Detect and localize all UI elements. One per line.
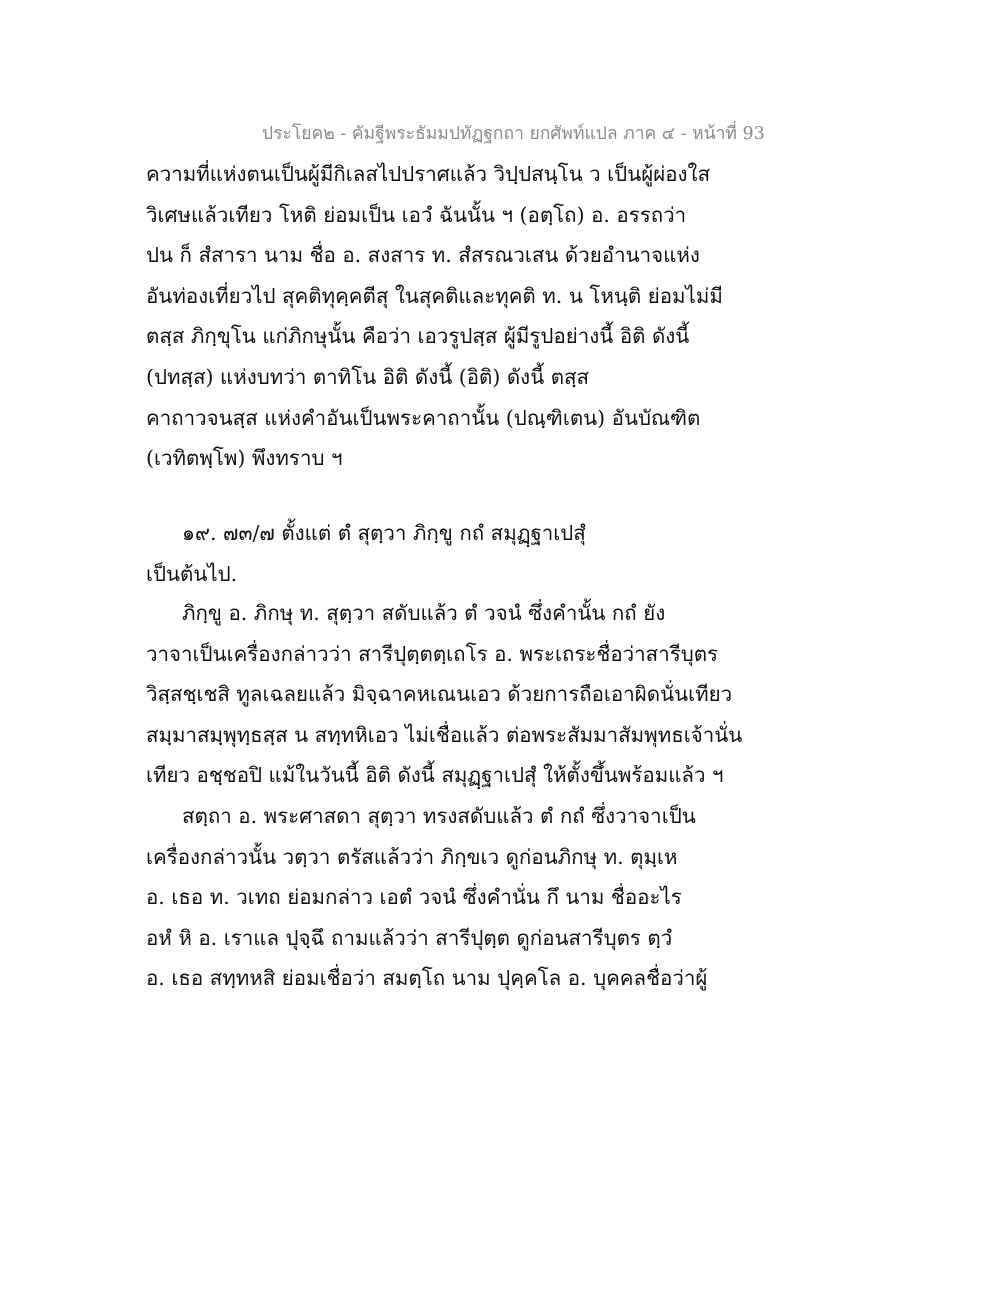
text-line: วาจาเป็นเครื่องกล่าวว่า สารีปุตฺตตฺเถโร อ. พระเถระชื่อว่าสารีบุตร (146, 641, 719, 666)
text-line: (เวทิตพฺโพ) พึงทราบ ฯ (146, 446, 343, 471)
text-line: ตสฺส ภิกฺขุโน แก่ภิกษุนั้น คือว่า เอวรูปสฺส ผู้มีรูปอย่างนี้ อิติ ดังนี้ (146, 324, 690, 349)
paragraph-body (146, 593, 746, 999)
text-line: วิเศษแล้วเทียว โหติ ย่อมเป็น เอวํ ฉันนั้น ฯ (อตฺโถ) อ. อรรถว่า (146, 202, 687, 227)
section-heading-line: เป็นต้นไป. (146, 561, 238, 586)
text-line: อันท่องเที่ยวไป สุคติทุคฺคตีสุ ในสุคติและทุคติ ท. น โหนฺติ ย่อมไม่มี (146, 283, 723, 308)
paragraph-continuation (146, 154, 746, 479)
text-line: อหํ หิ อ. เราแล ปุจฺฉึ ถามแล้วว่า สารีปุตฺต ดูก่อนสารีบุตร ตฺวํ (146, 925, 673, 950)
section-heading (146, 513, 746, 594)
text-line: เทียว อชฺชอปิ แม้ในวันนี้ อิติ ดังนี้ สมุฏฺฐาเปสุํ ให้ตั้งขึ้นพร้อมแล้ว ฯ (146, 763, 724, 788)
text-line: ภิกฺขู อ. ภิกษุ ท. สุตฺวา สดับแล้ว ตํ วจนํ ซึ่งคำนั้น กถํ ยัง (182, 601, 666, 625)
text-line: ปน ก็ สํสารา นาม ชื่อ อ. สงสาร ท. สํสรณวเสน ด้วยอำนาจแห่ง (146, 243, 700, 268)
text-line: สมฺมาสมฺพุทฺธสฺส น สทฺทหิเอว ไม่เชื่อแล้ว ต่อพระสัมมาสัมพุทธเจ้านั่น (146, 722, 743, 747)
text-line: อ. เธอ สทฺทหสิ ย่อมเชื่อว่า สมตฺโถ นาม ปุคฺคโล อ. บุคคลชื่อว่าผู้ (146, 966, 708, 991)
text-line: สตฺถา อ. พระศาสดา สุตฺวา ทรงสดับแล้ว ตํ กถํ ซึ่งวาจาเป็น (182, 803, 696, 828)
text-line: ความที่แห่งตนเป็นผู้มีกิเลสไปปราศแล้ว วิปฺปสนฺโน ว เป็นผู้ผ่องใส (146, 162, 711, 186)
text-line: วิสฺสชฺเชสิ ทูลเฉลยแล้ว มิจฺฉาคหเณนเอว ด้วยการถือเอาผิดนั่นเทียว (146, 682, 733, 707)
text-line: (ปทสฺส) แห่งบทว่า ตาทิโน อิติ ดังนี้ (อิติ) ดังนี้ ตสฺส (146, 364, 590, 389)
text-line: เครื่องกล่าวนั้น วตฺวา ตรัสแล้วว่า ภิกฺขเว ดูก่อนภิกษุ ท. ตุมฺเห (146, 844, 678, 869)
text-line: คาถาวจนสฺส แห่งคำอันเป็นพระคาถานั้น (ปณฺฑิเตน) อันบัณฑิต (146, 405, 701, 430)
running-header: ประโยค๒ - คัมฐีพระธัมมปทัฏฐกถา ยกศัพท์แปล ภาค ๔ - หน้าที่ 93 (262, 124, 765, 144)
section-heading-line: ๑๙. ๗๓/๗ ตั้งแต่ ตํ สุตฺวา ภิกฺขู กถํ สมุฏฺฐาเปสุํ (182, 521, 586, 545)
text-line: อ. เธอ ท. วเทถ ย่อมกล่าว เอตํ วจนํ ซึ่งคำนั่น กึ นาม ชื่ออะไร (146, 885, 682, 910)
